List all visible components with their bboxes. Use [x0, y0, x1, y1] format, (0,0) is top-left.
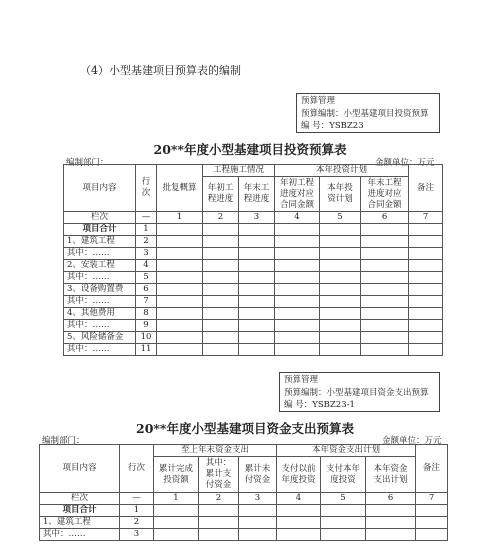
header-year-total: 本年资金 支出计划 — [366, 457, 416, 493]
row-item: 项目合计 — [64, 224, 136, 236]
row-item: 其中：…… — [64, 320, 136, 332]
row-item: 其中：…… — [64, 272, 136, 284]
colno-1: 1 — [157, 212, 203, 224]
header-annual-expenditure-plan: 本年资金支出计划 — [277, 445, 416, 457]
table-row — [64, 224, 443, 236]
table-row — [64, 320, 443, 332]
header-cumulative-paid: 其中： 累计支 付资金 — [199, 457, 239, 493]
table2-dept-label: 编制部门： — [42, 436, 85, 446]
investment-budget-table — [63, 164, 443, 356]
row-no: 7 — [136, 296, 157, 308]
info-line-1: 预算管理 — [284, 375, 319, 385]
column-number-row — [40, 493, 448, 505]
colno-7: 7 — [416, 493, 448, 505]
budget-info-box-1 — [296, 93, 440, 133]
row-no: 3 — [136, 248, 157, 260]
header-item: 项目内容 — [64, 165, 136, 212]
header-end-progress: 年末工 程进度 — [239, 177, 275, 212]
colno-3: 3 — [239, 493, 277, 505]
row-no: 5 — [136, 272, 157, 284]
row-item: 4、其他费用 — [64, 308, 136, 320]
header-annual-investment-plan: 本年投资计划 — [275, 165, 409, 177]
header-begin-progress: 年初工 程进度 — [203, 177, 239, 212]
info-line-1: 预算管理 — [301, 96, 336, 106]
row-item: 其中：…… — [64, 296, 136, 308]
header-cumulative-unpaid: 累计未 付资金 — [239, 457, 277, 493]
table1-unit-label: 金额单位：万元 — [375, 158, 435, 168]
header-row-no: 行次 — [120, 445, 154, 493]
row-item: 项目合计 — [40, 505, 120, 517]
table-row — [64, 296, 443, 308]
info-line-3: 编 号：YSBZ23-1 — [284, 400, 355, 410]
colno-4: 4 — [275, 212, 320, 224]
section-heading: （4）小型基建项目预算表的编制 — [80, 64, 241, 77]
column-number-row — [64, 212, 443, 224]
header-construction-progress: 工程施工情况 — [203, 165, 275, 177]
row-no: 1 — [120, 505, 154, 517]
table1-dept-label: 编制部门： — [66, 158, 109, 168]
header-end-contract: 年末工程 进度对应 合同金额 — [361, 177, 409, 212]
row-no: 4 — [136, 260, 157, 272]
table-row — [64, 308, 443, 320]
colno-5: 5 — [321, 493, 366, 505]
colno-4: 4 — [277, 493, 321, 505]
table-row — [64, 344, 443, 356]
colno-2: 2 — [199, 493, 239, 505]
table-row — [40, 529, 448, 541]
table-row — [64, 260, 443, 272]
table-row — [40, 505, 448, 517]
colno-1: 1 — [154, 493, 199, 505]
row-item: 5、风险储备金 — [64, 332, 136, 344]
table-row — [64, 248, 443, 260]
table-row — [40, 517, 448, 529]
table-row — [64, 236, 443, 248]
row-no: 11 — [136, 344, 157, 356]
row-no: 10 — [136, 332, 157, 344]
colno-6: 6 — [366, 493, 416, 505]
colno-label: 栏次 — [64, 212, 136, 224]
colno-label: 栏次 — [40, 493, 120, 505]
header-begin-contract: 年初工程 进度对应 合同金额 — [275, 177, 320, 212]
header-year-plan: 本年投 资计划 — [320, 177, 361, 212]
row-item: 1、建筑工程 — [40, 517, 120, 529]
colno-5: 5 — [320, 212, 361, 224]
colno-2: 2 — [203, 212, 239, 224]
table2-title: 20**年度小型基建项目资金支出预算表 — [136, 421, 354, 436]
table-row — [64, 284, 443, 296]
header-cumulative-investment: 累计完成 投资额 — [154, 457, 199, 493]
row-item: 2、安装工程 — [64, 260, 136, 272]
header-current-pay: 支付本年 度投资 — [321, 457, 366, 493]
budget-info-box-2 — [279, 372, 440, 412]
colno-dash: — — [120, 493, 154, 505]
info-line-3: 编 号：YSBZ23 — [301, 121, 364, 131]
row-no: 1 — [136, 224, 157, 236]
table2-unit-label: 金额单位：万元 — [382, 436, 442, 446]
info-line-2: 预算编制：小型基建项目投资预算 — [301, 108, 429, 119]
header-row-no: 行 次 — [136, 165, 157, 212]
row-no: 8 — [136, 308, 157, 320]
header-remark: 备注 — [416, 445, 448, 493]
colno-3: 3 — [239, 212, 275, 224]
colno-6: 6 — [361, 212, 409, 224]
colno-dash: — — [136, 212, 157, 224]
table1-title: 20**年度小型基建项目投资预算表 — [153, 142, 347, 157]
header-prior-pay: 支付以前 年度投资 — [277, 457, 321, 493]
info-line-2: 预算编制：小型基建项目资金支出预算 — [284, 387, 429, 398]
header-remark: 备注 — [409, 165, 443, 212]
row-item: 其中：…… — [64, 248, 136, 260]
table-row — [64, 332, 443, 344]
header-approved-estimate: 批复概算 — [157, 165, 203, 212]
row-no: 3 — [120, 529, 154, 541]
row-item: 3、设备购置费 — [64, 284, 136, 296]
row-item: 其中：…… — [40, 529, 120, 541]
row-no: 6 — [136, 284, 157, 296]
row-no: 2 — [136, 236, 157, 248]
header-item: 项目内容 — [40, 445, 120, 493]
colno-7: 7 — [409, 212, 443, 224]
capital-expenditure-table — [39, 444, 448, 541]
header-prior-year-expenditure: 至上年末资金支出 — [154, 445, 277, 457]
row-item: 1、建筑工程 — [64, 236, 136, 248]
table-row — [64, 272, 443, 284]
row-no: 9 — [136, 320, 157, 332]
row-item: 其中：…… — [64, 344, 136, 356]
row-no: 2 — [120, 517, 154, 529]
